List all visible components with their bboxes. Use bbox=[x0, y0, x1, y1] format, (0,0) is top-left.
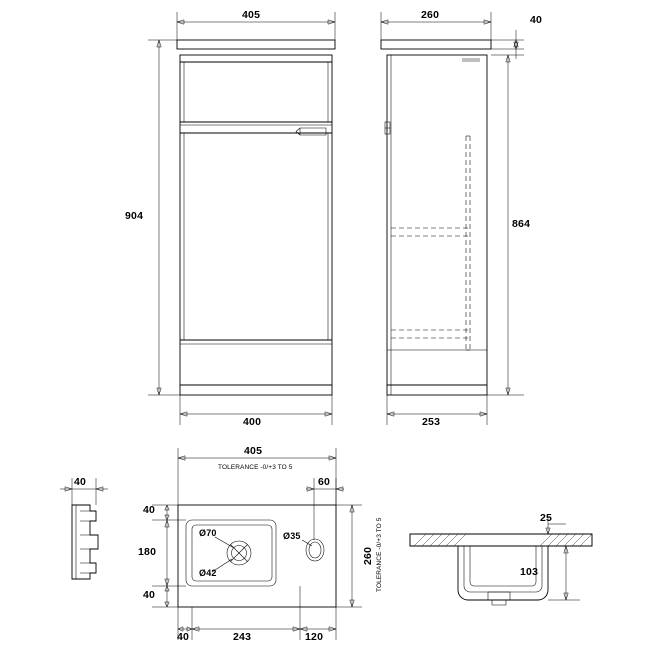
dim-profile-width: 40 bbox=[74, 476, 87, 488]
dim-plan-bottom-mid: 243 bbox=[233, 631, 252, 643]
dim-front-height: 904 bbox=[125, 210, 144, 222]
side-elevation-dimensions bbox=[381, 12, 524, 425]
top-plan-geometry bbox=[178, 505, 336, 607]
dim-side-top-thickness: 40 bbox=[530, 14, 543, 26]
dim-plan-width: 405 bbox=[244, 445, 263, 457]
dim-front-bottom-width: 400 bbox=[243, 416, 262, 428]
front-elevation-dimensions bbox=[148, 12, 335, 425]
tolerance-note-top: TOLERANCE -0/+3 TO 5 bbox=[218, 464, 293, 471]
dim-tap-offset: 60 bbox=[318, 476, 331, 488]
dim-side-height: 864 bbox=[512, 218, 531, 230]
dim-plan-bottom-right: 120 bbox=[305, 631, 324, 643]
side-elevation-geometry bbox=[381, 40, 491, 395]
dim-hole-tap: Ø35 bbox=[283, 531, 301, 541]
tolerance-note-side: TOLERANCE -0/+3 TO 5 bbox=[376, 517, 383, 592]
dim-front-top-width: 405 bbox=[242, 9, 261, 21]
dim-section-rim: 25 bbox=[540, 512, 553, 524]
basin-section-geometry bbox=[410, 516, 592, 605]
dim-plan-bottom-left: 40 bbox=[177, 631, 190, 643]
dim-side-bottom-depth: 253 bbox=[422, 416, 441, 428]
top-plan-dimensions bbox=[152, 448, 362, 640]
front-elevation-geometry bbox=[177, 40, 335, 395]
dim-section-depth: 103 bbox=[520, 566, 539, 578]
dim-plan-left-offset: 40 bbox=[143, 504, 156, 516]
dim-side-top-depth: 260 bbox=[421, 9, 440, 21]
dim-plan-center-span: 180 bbox=[138, 546, 157, 558]
dim-hole-main: Ø70 bbox=[199, 528, 217, 538]
dim-plan-depth: 260 bbox=[362, 546, 374, 565]
dim-plan-bottom-offset: 40 bbox=[143, 589, 156, 601]
side-profile-geometry bbox=[60, 478, 108, 579]
dim-hole-waste: Ø42 bbox=[199, 568, 217, 578]
